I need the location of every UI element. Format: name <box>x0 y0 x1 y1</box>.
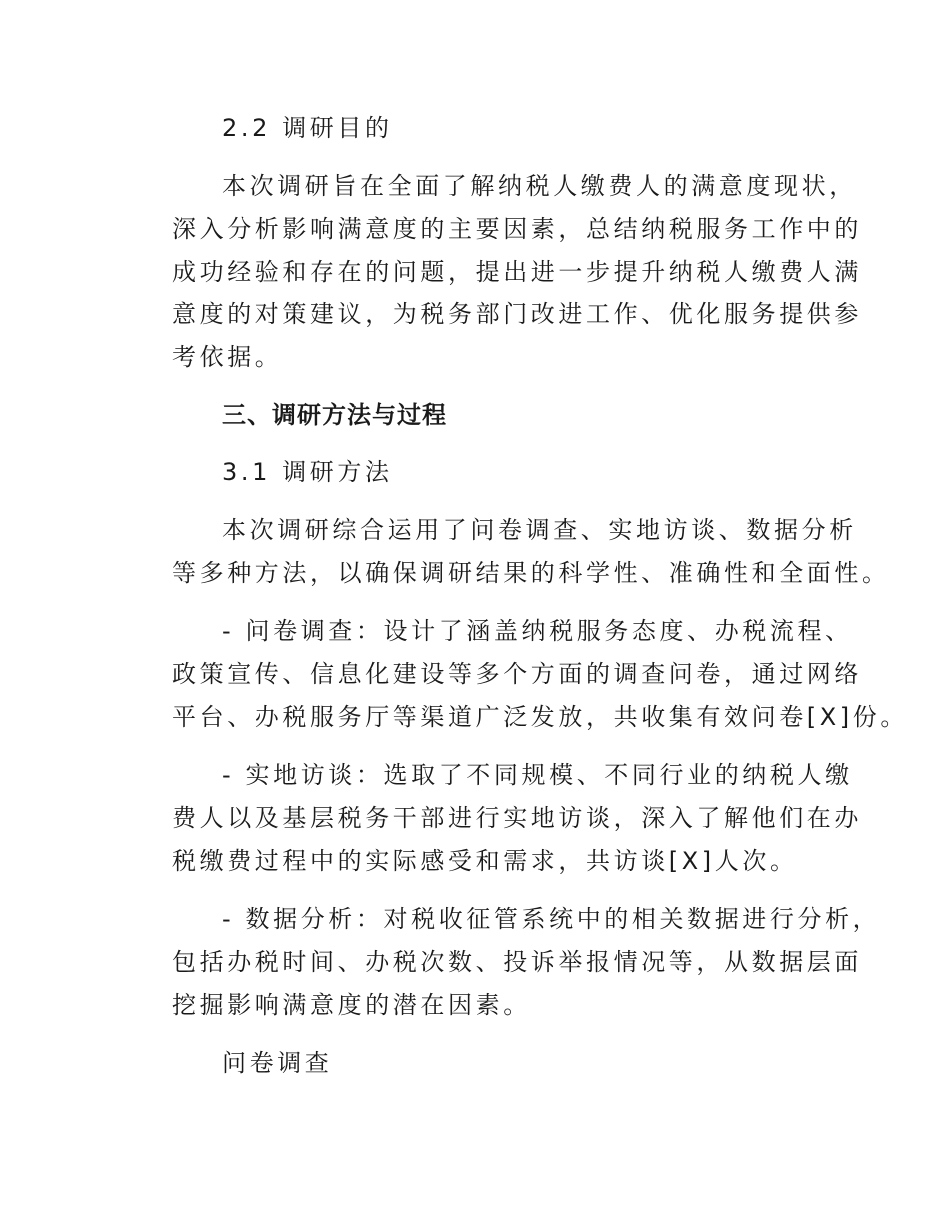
bullet-line: 平台、办税服务厅等渠道广泛发放，共收集有效问卷[X]份。 <box>172 703 908 731</box>
section-3-1-title: 3.1 调研方法 <box>222 458 393 486</box>
paragraph-line: 考依据。 <box>172 343 283 371</box>
paragraph-line: 等多种方法，以确保调研结果的科学性、准确性和全面性。 <box>172 559 890 587</box>
bullet-line: - 实地访谈：选取了不同规模、不同行业的纳税人缴 <box>222 761 853 789</box>
paragraph-line: 本次调研综合运用了问卷调查、实地访谈、数据分析 <box>222 516 857 544</box>
section-2-2-title: 2.2 调研目的 <box>222 114 393 142</box>
bullet-line: - 数据分析：对税收征管系统中的相关数据进行分析， <box>222 905 881 933</box>
bullet-line: 挖掘影响满意度的潜在因素。 <box>172 991 531 1019</box>
bullet-line: 包括办税时间、办税次数、投诉举报情况等，从数据层面 <box>172 948 862 976</box>
questionnaire-subheading: 问卷调查 <box>222 1049 333 1077</box>
bullet-line: 政策宣传、信息化建设等多个方面的调查问卷，通过网络 <box>172 660 862 688</box>
bullet-line: 费人以及基层税务干部进行实地访谈，深入了解他们在办 <box>172 804 862 832</box>
paragraph-line: 深入分析影响满意度的主要因素，总结纳税服务工作中的 <box>172 215 862 243</box>
bullet-line: - 问卷调查：设计了涵盖纳税服务态度、办税流程、 <box>222 617 853 645</box>
paragraph-line: 本次调研旨在全面了解纳税人缴费人的满意度现状， <box>222 172 857 200</box>
paragraph-line: 意度的对策建议，为税务部门改进工作、优化服务提供参 <box>172 300 862 328</box>
bullet-line: 税缴费过程中的实际感受和需求，共访谈[X]人次。 <box>172 847 798 875</box>
chapter-3-heading: 三、调研方法与过程 <box>222 401 447 429</box>
paragraph-line: 成功经验和存在的问题，提出进一步提升纳税人缴费人满 <box>172 258 862 286</box>
